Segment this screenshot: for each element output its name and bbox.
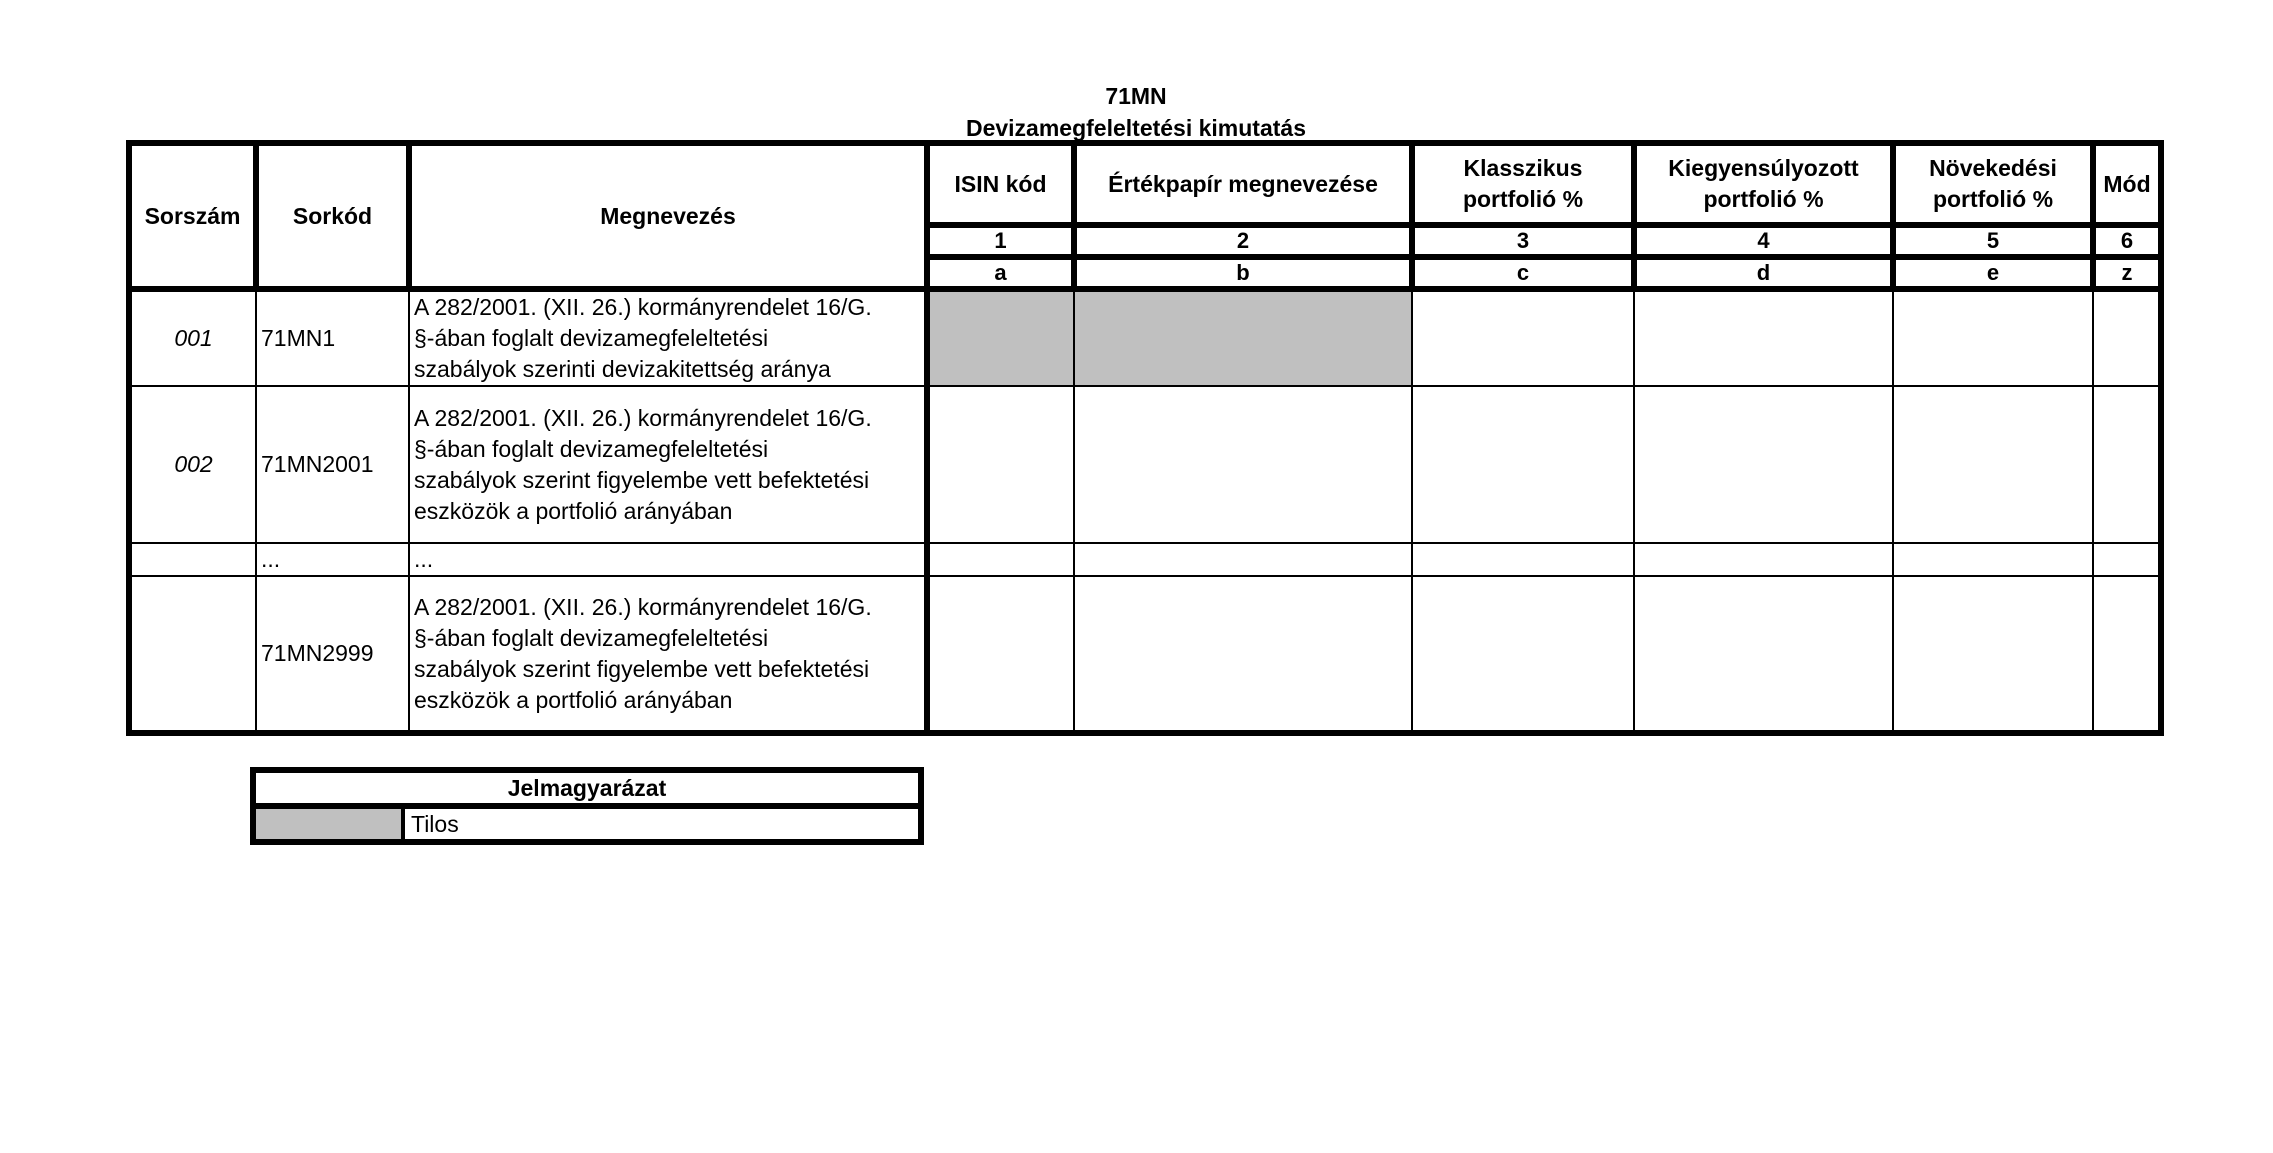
- row-sorszam: [129, 543, 256, 576]
- form-title-block: [126, 80, 2146, 144]
- header-isin: ISIN kód: [927, 143, 1074, 225]
- row-sorszam: 001: [129, 289, 256, 386]
- row-megnevezes-line: A 282/2001. (XII. 26.) kormányrendelet 16/G.: [414, 404, 872, 431]
- cell-klasszikus[interactable]: [1412, 289, 1634, 386]
- row-megnevezes-line: A 282/2001. (XII. 26.) kormányrendelet 16/G.: [414, 294, 872, 320]
- row-megnevezes-line: ...: [414, 546, 434, 572]
- header-sorkod: Sorkód: [256, 143, 409, 289]
- cell-kiegyensulyozott[interactable]: [1634, 289, 1893, 386]
- table-row: [129, 543, 2161, 576]
- row-sorkod: 71MN2999: [256, 576, 409, 733]
- cell-isin[interactable]: [927, 543, 1074, 576]
- row-megnevezes-line: §-ában foglalt devizamegfeleltetési: [414, 325, 769, 351]
- cell-klasszikus[interactable]: [1412, 576, 1634, 733]
- row-megnevezes-line: eszközök a portfolió arányában: [414, 686, 733, 713]
- row-megnevezes-line: §-ában foglalt devizamegfeleltetési: [414, 624, 769, 651]
- cell-ertekpapir-forbidden: [1074, 289, 1412, 386]
- row-megnevezes-line: szabályok szerint figyelembe vett befektetési: [414, 466, 870, 493]
- column-letter: z: [2093, 257, 2161, 289]
- column-number: 5: [1893, 225, 2093, 257]
- row-sorkod: 71MN1: [256, 289, 409, 386]
- row-megnevezes-line: eszközök a portfolió arányában: [414, 497, 733, 524]
- statement-table: [126, 140, 2164, 736]
- cell-klasszikus[interactable]: [1412, 386, 1634, 543]
- header-sorszam: Sorszám: [129, 143, 256, 289]
- header-megnevezes: Megnevezés: [409, 143, 927, 289]
- legend-swatch-forbidden: [253, 806, 403, 842]
- cell-kiegyensulyozott[interactable]: [1634, 576, 1893, 733]
- cell-novekedesi[interactable]: [1893, 576, 2093, 733]
- table-row: [129, 386, 2161, 543]
- row-megnevezes: [409, 576, 927, 733]
- cell-mod[interactable]: [2093, 289, 2161, 386]
- cell-ertekpapir[interactable]: [1074, 576, 1412, 733]
- row-sorszam: [129, 576, 256, 733]
- row-megnevezes-line: A 282/2001. (XII. 26.) kormányrendelet 16/G.: [414, 593, 872, 620]
- cell-ertekpapir[interactable]: [1074, 386, 1412, 543]
- row-megnevezes: [409, 543, 927, 576]
- cell-mod[interactable]: [2093, 543, 2161, 576]
- cell-kiegyensulyozott[interactable]: [1634, 543, 1893, 576]
- cell-novekedesi[interactable]: [1893, 543, 2093, 576]
- header-mod: Mód: [2093, 143, 2161, 225]
- cell-mod[interactable]: [2093, 576, 2161, 733]
- row-megnevezes: [409, 289, 927, 386]
- column-letter: c: [1412, 257, 1634, 289]
- legend-table: [250, 767, 924, 845]
- cell-isin-forbidden: [927, 289, 1074, 386]
- column-number: 3: [1412, 225, 1634, 257]
- table-row: [129, 576, 2161, 733]
- cell-isin[interactable]: [927, 386, 1074, 543]
- row-megnevezes-line: §-ában foglalt devizamegfeleltetési: [414, 435, 769, 462]
- cell-mod[interactable]: [2093, 386, 2161, 543]
- cell-novekedesi[interactable]: [1893, 289, 2093, 386]
- column-letter: b: [1074, 257, 1412, 289]
- cell-isin[interactable]: [927, 576, 1074, 733]
- row-megnevezes-line: szabályok szerinti devizakitettség aránya: [414, 356, 831, 382]
- header-novekedesi: Növekedési portfolió %: [1893, 143, 2093, 225]
- column-letter: d: [1634, 257, 1893, 289]
- row-megnevezes-line: szabályok szerint figyelembe vett befektetési: [414, 655, 870, 682]
- column-letter: a: [927, 257, 1074, 289]
- column-number: 4: [1634, 225, 1893, 257]
- legend-label-forbidden: Tilos: [403, 806, 921, 842]
- row-sorszam: 002: [129, 386, 256, 543]
- table-row: [129, 289, 2161, 386]
- header-kiegyensulyozott: Kiegyensúlyozott portfolió %: [1634, 143, 1893, 225]
- form-title: Devizamegfeleltetési kimutatás: [965, 115, 1307, 141]
- cell-novekedesi[interactable]: [1893, 386, 2093, 543]
- column-number: 2: [1074, 225, 1412, 257]
- cell-kiegyensulyozott[interactable]: [1634, 386, 1893, 543]
- legend-title: Jelmagyarázat: [253, 770, 921, 806]
- form-code: 71MN: [1105, 83, 1167, 109]
- row-sorkod: 71MN2001: [256, 386, 409, 543]
- header-klasszikus: Klasszikus portfolió %: [1412, 143, 1634, 225]
- column-number: 1: [927, 225, 1074, 257]
- column-number: 6: [2093, 225, 2161, 257]
- row-sorkod: ...: [256, 543, 409, 576]
- cell-klasszikus[interactable]: [1412, 543, 1634, 576]
- header-ertekpapir: Értékpapír megnevezése: [1074, 143, 1412, 225]
- row-megnevezes: [409, 386, 927, 543]
- cell-ertekpapir[interactable]: [1074, 543, 1412, 576]
- column-letter: e: [1893, 257, 2093, 289]
